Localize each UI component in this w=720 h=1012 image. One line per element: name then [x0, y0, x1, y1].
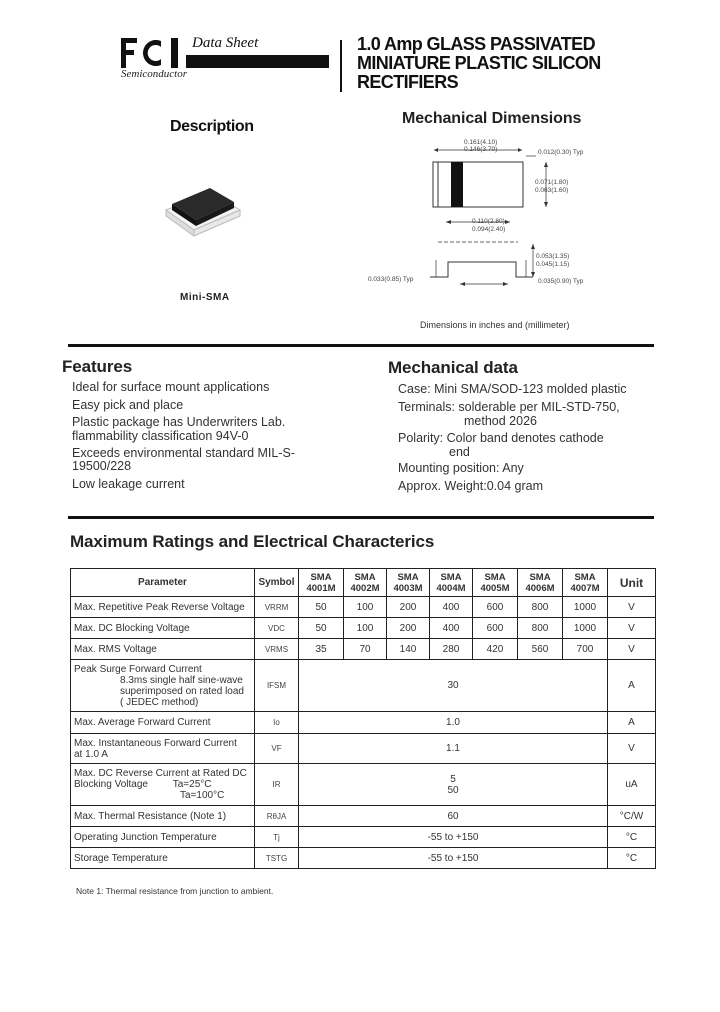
symbol-cell: IFSM [255, 660, 299, 712]
ratings-table [70, 568, 655, 875]
value-cell: 70 [344, 639, 387, 660]
value-cell: 1000 [563, 618, 608, 639]
unit-cell: A [608, 660, 656, 712]
mechanical-data-heading: Mechanical data [388, 358, 518, 377]
value-cell: 50 [299, 597, 344, 618]
symbol-cell: VRRM [255, 597, 299, 618]
dim-foot: 0.033(0.85) Typ [368, 276, 414, 283]
table-header-row [71, 569, 656, 597]
datasheet-label: Data Sheet [192, 35, 259, 51]
symbol-cell: VRMS [255, 639, 299, 660]
value-cell: 1.1 [299, 734, 608, 764]
value-cell: 280 [430, 639, 473, 660]
unit-cell: V [608, 597, 656, 618]
param-cell: Max. DC Reverse Current at Rated DC Blocking Voltage Ta=25°C Ta=100°C [71, 764, 255, 806]
symbol-cell: Tj [255, 827, 299, 848]
header-bar [186, 55, 329, 68]
value-cell: 800 [518, 618, 563, 639]
header-parameter: Parameter [71, 569, 255, 597]
value-cell: 400 [430, 618, 473, 639]
header-part: SMA 4007M [563, 569, 608, 597]
value-cell: 600 [473, 597, 518, 618]
header-part: SMA 4002M [344, 569, 387, 597]
dim-len-min: 0.146(3.70) [464, 146, 498, 153]
value-cell: 5 50 [299, 764, 608, 806]
fci-logo [121, 38, 183, 68]
feature-line: Ideal for surface mount applications [72, 380, 270, 394]
unit-cell: V [608, 639, 656, 660]
package-label: Mini-SMA [180, 292, 230, 303]
mechanical-dimensions-heading: Mechanical Dimensions [402, 110, 582, 127]
value-cell: 100 [344, 597, 387, 618]
param-cell: Storage Temperature [71, 848, 255, 869]
header-part: SMA 4003M [387, 569, 430, 597]
table-row [71, 764, 656, 806]
value-cell: 1.0 [299, 712, 608, 734]
value-cell: 140 [387, 639, 430, 660]
table-row [71, 660, 656, 712]
dimensions-note: Dimensions in inches and (millimeter) [420, 320, 570, 330]
value-cell: 35 [299, 639, 344, 660]
dim-pad: 0.035(0.90) Typ [538, 278, 584, 285]
title-line-3: RECTIFIERS [357, 72, 459, 92]
value-cell: 100 [344, 618, 387, 639]
unit-cell: °C [608, 827, 656, 848]
mech-data-line: end [449, 445, 470, 459]
dim-body-h1: 0.071(1.80) [535, 179, 569, 186]
ratings-heading: Maximum Ratings and Electrical Characterics [70, 532, 435, 551]
unit-cell: A [608, 712, 656, 734]
package-image [162, 180, 242, 240]
symbol-cell: VDC [255, 618, 299, 639]
unit-cell: uA [608, 764, 656, 806]
header-part: SMA 4006M [518, 569, 563, 597]
header-part: SMA 4005M [473, 569, 518, 597]
mech-data-line: method 2026 [464, 414, 537, 428]
param-cell: Peak Surge Forward Current 8.3ms single half sine-wave superimposed on rated load ( JEDEC method) [71, 660, 255, 712]
table-row [71, 639, 656, 660]
dim-width-max: 0.110(2.80) [472, 218, 505, 225]
symbol-cell: IR [255, 764, 299, 806]
param-cell: Max. RMS Voltage [71, 639, 255, 660]
feature-line: flammability classification 94V-0 [72, 429, 249, 443]
table-row [71, 806, 656, 827]
title-line-2: MINIATURE PLASTIC SILICON [357, 53, 601, 73]
value-cell: 600 [473, 618, 518, 639]
feature-line: 19500/228 [72, 459, 132, 473]
value-cell: 420 [473, 639, 518, 660]
param-cell: Operating Junction Temperature [71, 827, 255, 848]
symbol-cell: RθJA [255, 806, 299, 827]
dim-thick-2: 0.045(1.15) [536, 261, 570, 268]
param-cell: Max. Repetitive Peak Reverse Voltage [71, 597, 255, 618]
title-line-1: 1.0 Amp GLASS PASSIVATED [357, 34, 595, 54]
mech-data-line: Approx. Weight:0.04 gram [398, 479, 543, 493]
value-cell: -55 to +150 [299, 827, 608, 848]
dim-width-min: 0.094(2.40) [472, 226, 506, 233]
unit-cell: V [608, 618, 656, 639]
feature-line: Plastic package has Underwriters Lab. [72, 415, 286, 429]
value-cell: 60 [299, 806, 608, 827]
table-note: Note 1: Thermal resistance from junction to ambient. [76, 886, 274, 896]
table-row [71, 827, 656, 848]
mech-data-line: Polarity: Color band denotes cathode [398, 431, 604, 445]
mech-data-line: Case: Mini SMA/SOD-123 molded plastic [398, 382, 627, 396]
unit-cell: °C/W [608, 806, 656, 827]
unit-cell: °C [608, 848, 656, 869]
value-cell: 800 [518, 597, 563, 618]
description-heading: Description [170, 118, 254, 135]
header-unit: Unit [608, 569, 656, 597]
section-rule-1 [68, 344, 654, 347]
table-row [71, 734, 656, 764]
value-cell: 50 [299, 618, 344, 639]
param-cell: Max. Average Forward Current [71, 712, 255, 734]
header-part: SMA 4004M [430, 569, 473, 597]
dim-lead-width: 0.012(0.30) Typ [538, 149, 584, 156]
value-cell: 400 [430, 597, 473, 618]
mech-data-line: Mounting position: Any [398, 461, 524, 475]
header-symbol: Symbol [255, 569, 299, 597]
mech-data-line: Terminals: solderable per MIL-STD-750, [398, 400, 620, 414]
dim-body-h2: 0.063(1.60) [535, 187, 569, 194]
table-row [71, 597, 656, 618]
symbol-cell: VF [255, 734, 299, 764]
value-cell: 700 [563, 639, 608, 660]
value-cell: -55 to +150 [299, 848, 608, 869]
table-row [71, 618, 656, 639]
unit-cell: V [608, 734, 656, 764]
dimension-drawing [368, 132, 628, 317]
section-rule-2 [68, 516, 654, 519]
feature-line: Easy pick and place [72, 398, 184, 412]
value-cell: 560 [518, 639, 563, 660]
dim-thick-1: 0.053(1.35) [536, 253, 570, 260]
param-cell: Max. DC Blocking Voltage [71, 618, 255, 639]
header-part: SMA 4001M [299, 569, 344, 597]
symbol-cell: Io [255, 712, 299, 734]
dim-len-max: 0.161(4.10) [464, 139, 498, 146]
features-heading: Features [62, 357, 133, 376]
table-row [71, 712, 656, 734]
logo-subtitle: Semiconductor [121, 68, 187, 80]
param-cell: Max. Instantaneous Forward Current at 1.0 A [71, 734, 255, 764]
value-cell: 1000 [563, 597, 608, 618]
param-cell: Max. Thermal Resistance (Note 1) [71, 806, 255, 827]
value-cell: 200 [387, 597, 430, 618]
table-row [71, 848, 656, 869]
value-cell: 30 [299, 660, 608, 712]
header-divider [340, 40, 342, 92]
symbol-cell: TSTG [255, 848, 299, 869]
feature-line: Exceeds environmental standard MIL-S- [72, 446, 296, 460]
value-cell: 200 [387, 618, 430, 639]
feature-line: Low leakage current [72, 477, 185, 491]
